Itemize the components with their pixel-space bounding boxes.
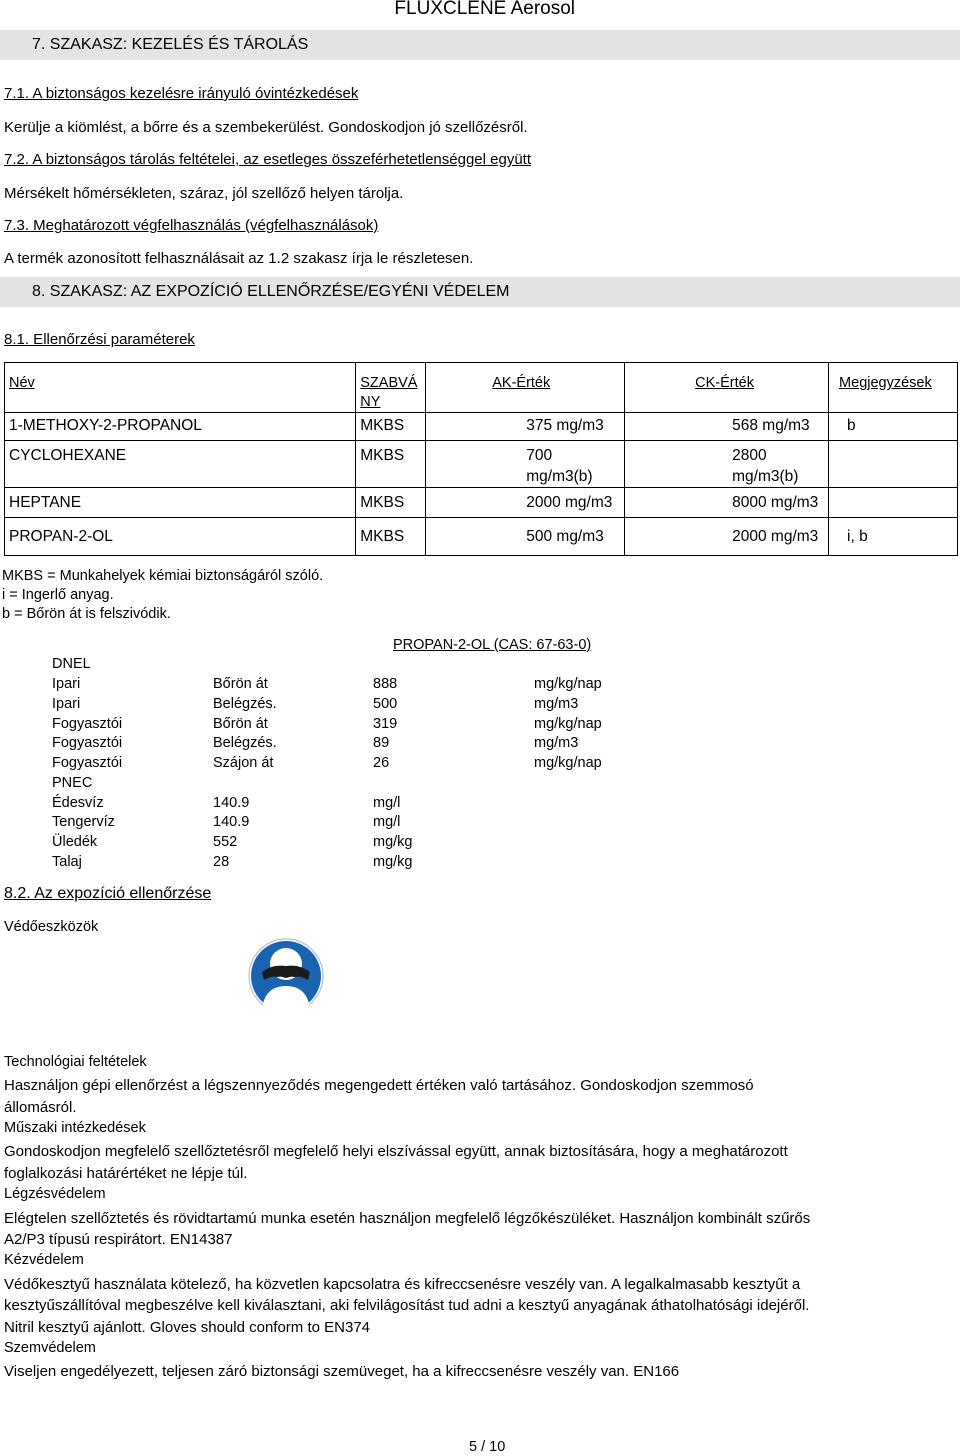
engineering-text: foglalkozási határértéket ne lépje túl. [4, 1165, 248, 1182]
legend-line: b = Bőrön át is felszivódik. [2, 606, 171, 622]
table-row [5, 488, 958, 518]
subsection-8-1-title: 8.1. Ellenőrzési paraméterek [4, 331, 195, 348]
cell-notes [829, 488, 958, 518]
cell-ak: 700 mg/m3(b) [426, 441, 625, 488]
header-notes: Megjegyzések [829, 363, 958, 413]
pnec-value: 552 [213, 834, 238, 850]
cell-ck: 8000 mg/m3 [625, 488, 829, 518]
cell-name: HEPTANE [5, 488, 356, 518]
subsection-7-1-title: 7.1. A biztonságos kezelésre irányuló óvintézkedések [4, 85, 359, 102]
cell-ck: 2800 mg/m3(b) [625, 441, 829, 488]
dnel-unit: mg/m3 [534, 735, 579, 751]
legend-line: i = Ingerlő anyag. [2, 587, 114, 603]
pnec-label: PNEC [52, 775, 93, 791]
engineering-text: Gondoskodjon megfelelő szellőztetésről megfelelő helyi elszívással együtt, annak biztosítására, hogy a meghatározott [4, 1143, 788, 1160]
page-number: 5 / 10 [469, 1439, 506, 1455]
respiratory-text: Elégtelen szellőztetés és rövidtartamú munka esetén használjon megfelelő légzőkészüléket. Használjon kombinált szűrős [4, 1210, 811, 1227]
cell-standard: MKBS [356, 488, 426, 518]
dnel-population: Ipari [52, 676, 81, 692]
cell-name: 1-METHOXY-2-PROPANOL [5, 413, 356, 441]
legend-line: MKBS = Munkahelyek kémiai biztonságáról szóló. [2, 568, 324, 584]
product-name: FLUXCLENE Aerosol [394, 0, 575, 19]
dnel-unit: mg/kg/nap [534, 755, 602, 771]
tech-label: Technológiai feltételek [4, 1054, 147, 1070]
substance-title: PROPAN-2-OL (CAS: 67-63-0) [393, 637, 592, 653]
subsection-7-3-text: A termék azonosított felhasználásait az 1.2 szakasz írja le részletesen. [4, 250, 474, 267]
pnec-value: 140.9 [213, 795, 250, 811]
hand-text: kesztyűszállítóval megbeszélve kell kiválasztani, aki felvilágosítást tud adni a kesztyű anyagának áthatolhatósági idejéről. [4, 1297, 810, 1314]
table-row [5, 518, 958, 556]
section-7-title: 7. SZAKASZ: KEZELÉS ÉS TÁROLÁS [32, 36, 309, 53]
subsection-7-2-title: 7.2. A biztonságos tárolás feltételei, az esetleges összeférhetetlenséggel együtt [4, 151, 532, 168]
ppe-label: Védőeszközök [4, 919, 99, 935]
pnec-unit: mg/l [373, 814, 401, 830]
table-row [5, 413, 958, 441]
cell-ak: 375 mg/m3 [426, 413, 625, 441]
control-parameters-table [4, 362, 958, 556]
pnec-compartment: Tengervíz [52, 814, 115, 830]
hand-text: Védőkesztyű használata kötelező, ha közvetlen kapcsolatra és kifreccsenésre veszély van. A legalkalmasabb kesztyűt a [4, 1276, 801, 1293]
dnel-unit: mg/kg/nap [534, 676, 602, 692]
table-header-row [5, 363, 958, 413]
section-8-title: 8. SZAKASZ: AZ EXPOZÍCIÓ ELLENŐRZÉSE/EGYÉNI VÉDELEM [32, 283, 510, 300]
cell-ak: 2000 mg/m3 [426, 488, 625, 518]
dnel-population: Fogyasztói [52, 716, 123, 732]
subsection-8-2-title: 8.2. Az expozíció ellenőrzése [4, 885, 212, 902]
dnel-route: Bőrön át [213, 716, 268, 732]
pnec-compartment: Üledék [52, 834, 98, 850]
dnel-value: 500 [373, 696, 398, 712]
cell-name: CYCLOHEXANE [5, 441, 356, 488]
cell-standard: MKBS [356, 441, 426, 488]
dnel-value: 26 [373, 755, 390, 771]
header-name: Név [5, 363, 356, 413]
dnel-route: Bőrön át [213, 676, 268, 692]
hand-text: Nitril kesztyű ajánlott. Gloves should conform to EN374 [4, 1319, 370, 1336]
section-8-header [0, 277, 960, 307]
dnel-unit: mg/m3 [534, 696, 579, 712]
pnec-unit: mg/kg [373, 854, 413, 870]
cell-notes: i, b [829, 518, 958, 556]
dnel-population: Fogyasztói [52, 735, 123, 751]
cell-notes [829, 441, 958, 488]
pnec-value: 28 [213, 854, 230, 870]
pnec-compartment: Talaj [52, 854, 82, 870]
pnec-value: 140.9 [213, 814, 250, 830]
pnec-compartment: Édesvíz [52, 795, 104, 811]
dnel-population: Fogyasztói [52, 755, 123, 771]
dnel-label: DNEL [52, 656, 91, 672]
subsection-7-1-text: Kerülje a kiömlést, a bőrre és a szembekerülést. Gondoskodjon jó szellőzésről. [4, 119, 528, 136]
section-7-header [0, 30, 960, 60]
engineering-label: Műszaki intézkedések [4, 1120, 146, 1136]
hand-label: Kézvédelem [4, 1252, 84, 1268]
respiratory-text: A2/P3 típusú respirátort. EN14387 [4, 1231, 233, 1248]
pnec-unit: mg/l [373, 795, 401, 811]
dnel-value: 888 [373, 676, 398, 692]
tech-text: állomásról. [4, 1099, 77, 1116]
safety-goggles-icon [248, 938, 324, 1014]
cell-standard: MKBS [356, 413, 426, 441]
subsection-7-2-text: Mérsékelt hőmérsékleten, száraz, jól szellőző helyen tárolja. [4, 185, 404, 202]
header-ak-value: AK-Érték [426, 363, 625, 413]
dnel-unit: mg/kg/nap [534, 716, 602, 732]
cell-ck: 2000 mg/m3 [625, 518, 829, 556]
cell-notes: b [829, 413, 958, 441]
dnel-route: Belégzés. [213, 696, 277, 712]
dnel-route: Szájon át [213, 755, 274, 771]
pnec-unit: mg/kg [373, 834, 413, 850]
header-standard: SZABVÁ NY [356, 363, 426, 413]
eye-label: Szemvédelem [4, 1340, 96, 1356]
tech-text: Használjon gépi ellenőrzést a légszennyeződés megengedett értéken való tartásához. Gondoskodjon szemmosó [4, 1077, 754, 1094]
eye-text: Viseljen engedélyezett, teljesen záró biztonsági szemüveget, ha a kifreccsenésre veszély van. EN166 [4, 1363, 680, 1380]
cell-ck: 568 mg/m3 [625, 413, 829, 441]
dnel-population: Ipari [52, 696, 81, 712]
cell-name: PROPAN-2-OL [5, 518, 356, 556]
dnel-value: 319 [373, 716, 398, 732]
subsection-7-3-title: 7.3. Meghatározott végfelhasználás (végfelhasználások) [4, 217, 379, 234]
table-row [5, 441, 958, 488]
cell-standard: MKBS [356, 518, 426, 556]
header-ck-value: CK-Érték [625, 363, 829, 413]
respiratory-label: Légzésvédelem [4, 1186, 106, 1202]
cell-ak: 500 mg/m3 [426, 518, 625, 556]
dnel-value: 89 [373, 735, 390, 751]
dnel-route: Belégzés. [213, 735, 277, 751]
